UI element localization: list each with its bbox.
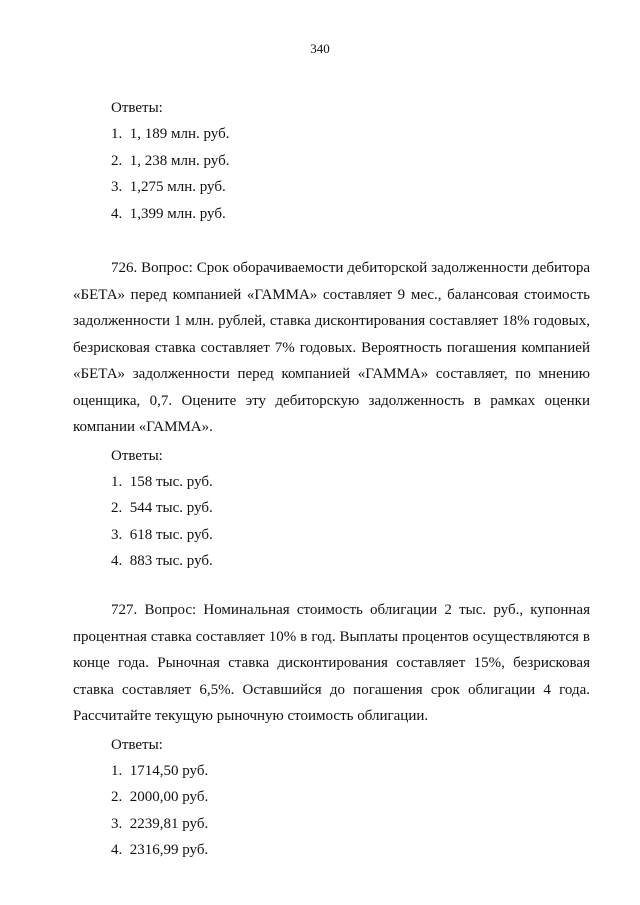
question-text <box>73 597 590 730</box>
answer-option: 3. 1,275 млн. руб. <box>111 179 226 195</box>
answer-option: 4. 1,399 млн. руб. <box>111 205 226 222</box>
question-726-block <box>73 255 590 575</box>
answer-option: 3. 618 тыс. руб. <box>111 526 213 543</box>
page-number: 340 <box>310 41 330 56</box>
answer-option: 4. 2316,99 руб. <box>111 842 209 858</box>
answer-option: 2. 2000,00 руб. <box>111 789 209 805</box>
question-text <box>73 255 590 441</box>
answers-label: Ответы: <box>111 736 163 753</box>
answer-option: 2. 544 тыс. руб. <box>111 500 213 516</box>
answer-option: 2. 1, 238 млн. руб. <box>111 152 230 169</box>
answer-option: 1. 1, 189 млн. руб. <box>111 126 230 142</box>
question-726-text: 726. Вопрос: Срок оборачиваемости дебиторской задолженности дебитора «БЕТА» перед компанией «ГАММА» составляет 9 мес., балансовая стоимость задолженности 1 млн. рублей, ставка дисконтирования составляет 18% годовых, безрисковая ставка составляет 7% годовых. Вероятность погашения компанией «БЕТА» задолженности перед компанией «ГАММА» составляет, по мнению оценщика, 0,7. Оцените эту дебиторскую задолженность в рамках оценки компании «ГАММА». <box>73 260 590 435</box>
answers-label: Ответы: <box>111 100 163 116</box>
answers-block-prev <box>73 95 590 227</box>
answers-label: Ответы: <box>111 447 163 464</box>
question-727-block <box>73 597 590 864</box>
question-727-text: 727. Вопрос: Номинальная стоимость облигации 2 тыс. руб., купонная процентная ставка составляет 10% в год. Выплаты процентов осуществляются в конце года. Рыночная ставка дисконтирования составляет 15%, безрисковая ставка составляет 6,5%. Оставшийся до погашения срок облигации 4 года. Рассчитайте текущую рыночную стоимость облигации. <box>73 602 590 724</box>
answer-option: 4. 883 тыс. руб. <box>111 553 213 569</box>
answer-option: 1. 158 тыс. руб. <box>111 473 213 490</box>
answer-option: 3. 2239,81 руб. <box>111 815 209 832</box>
answer-option: 1. 1714,50 руб. <box>111 762 209 779</box>
